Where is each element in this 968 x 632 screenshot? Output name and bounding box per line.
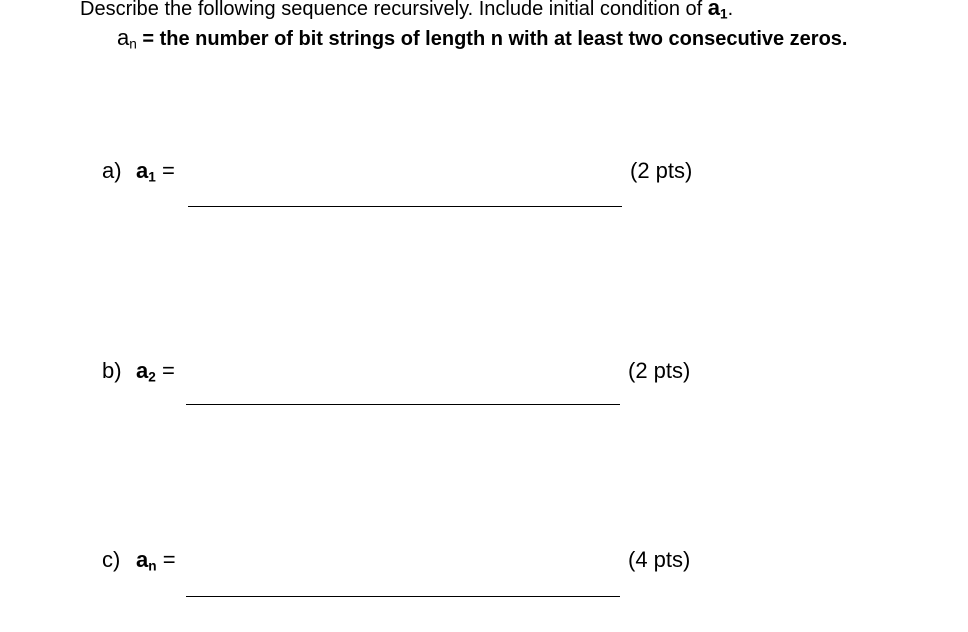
question-letter: a) bbox=[102, 158, 122, 183]
answer-line-a[interactable] bbox=[188, 206, 622, 207]
question-label: $a_n$ = bbox=[136, 547, 176, 574]
instructions-a1: $a_1$ bbox=[707, 0, 728, 22]
question-a bbox=[102, 158, 702, 218]
question-letter: c) bbox=[102, 547, 121, 572]
question-letter: b) bbox=[102, 358, 122, 383]
points-label: (2 pts) bbox=[628, 358, 691, 383]
question-label: $a_2$ = bbox=[136, 358, 175, 385]
definition-text: = the number of bit strings of length n with at least two consecutive zeros. bbox=[136, 28, 848, 50]
points-label: (2 pts) bbox=[630, 158, 693, 183]
sequence-definition bbox=[117, 26, 847, 51]
answer-line-b[interactable] bbox=[186, 404, 620, 405]
instructions-body: Describe the following sequence recursively. Include initial condition of bbox=[80, 0, 708, 20]
question-label: $a_1$ = bbox=[136, 158, 175, 185]
instructions-text: Describe the following sequence recursively. Include initial condition of $a_1$. bbox=[80, 0, 733, 21]
question-b bbox=[102, 358, 702, 418]
points-label: (4 pts) bbox=[628, 547, 691, 572]
definition-symbol: $a_n$ bbox=[117, 25, 137, 52]
answer-line-c[interactable] bbox=[186, 596, 620, 597]
question-c bbox=[102, 547, 702, 607]
